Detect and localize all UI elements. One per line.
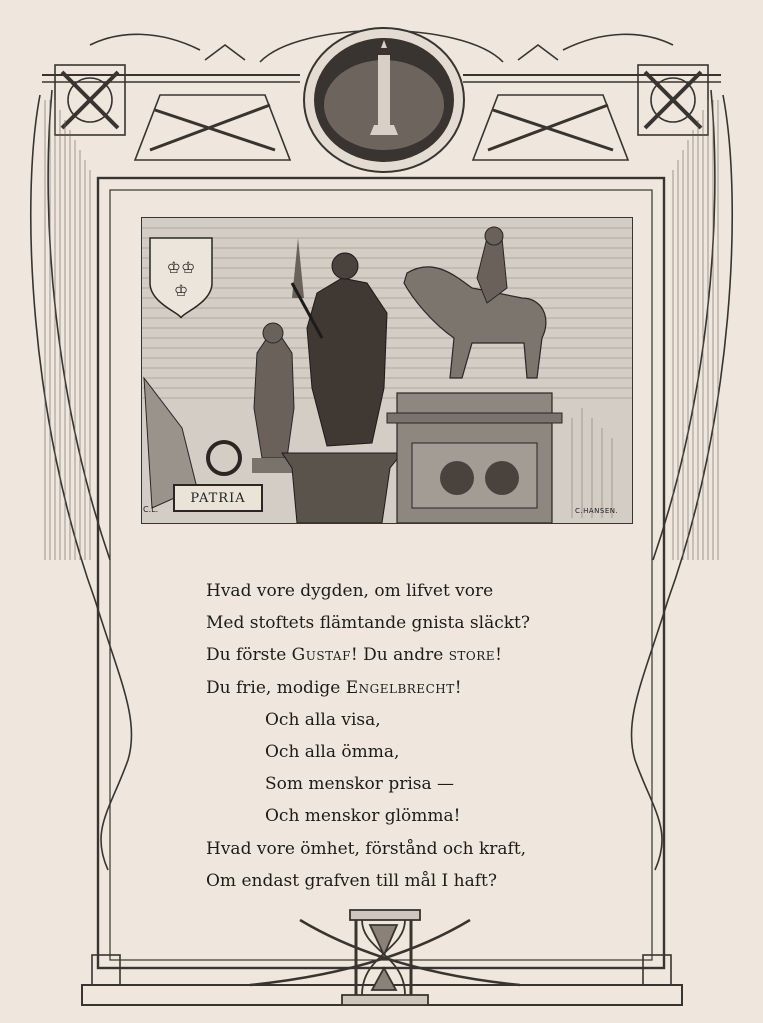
poem-line bbox=[206, 865, 606, 897]
poem-text: Om endast grafven till mål I haft? bbox=[206, 870, 497, 891]
poem-line bbox=[206, 639, 606, 671]
poem-text: Som menskor prisa — bbox=[265, 774, 455, 795]
poem-line bbox=[206, 833, 606, 865]
engraver-signature-right: C.HANSEN. bbox=[575, 507, 619, 515]
poem-line bbox=[206, 672, 606, 704]
poem-text: Och menskor glömma! bbox=[265, 806, 461, 827]
poem-text: Hvad vore dygden, om lifvet vore bbox=[206, 581, 494, 601]
poem-text: Du förste bbox=[206, 645, 292, 666]
poem-line bbox=[206, 607, 606, 639]
poem-name: Engelbrecht bbox=[345, 677, 455, 698]
poem-line bbox=[206, 768, 606, 800]
poem-text: Och alla ömma, bbox=[265, 741, 400, 762]
poem-text: Med stoftets flämtande gnista släckt? bbox=[206, 613, 530, 634]
poem-line bbox=[206, 736, 606, 768]
poem-text: ! Du andre bbox=[350, 645, 449, 666]
poem bbox=[206, 575, 606, 897]
patria-plaque: PATRIA bbox=[173, 484, 263, 512]
poem-name: Gustaf bbox=[291, 645, 351, 666]
poem-text: Hvad vore ömhet, förstånd och kraft, bbox=[206, 838, 527, 859]
svg-text:♔: ♔ bbox=[173, 281, 189, 300]
monument-illustration bbox=[141, 217, 633, 524]
svg-text:♔♔: ♔♔ bbox=[166, 258, 196, 277]
engraver-signature-left: C.L. bbox=[143, 505, 159, 514]
poem-name: store bbox=[448, 645, 496, 666]
poem-text: ! bbox=[495, 645, 502, 666]
poem-text: Du frie, modige bbox=[206, 677, 346, 698]
poem-line bbox=[206, 704, 606, 736]
poem-text: ! bbox=[454, 677, 462, 698]
poem-line bbox=[206, 800, 606, 832]
statues-engraving bbox=[142, 218, 632, 523]
poem-text: Och alla visa, bbox=[265, 709, 381, 730]
poem-line bbox=[206, 575, 606, 607]
